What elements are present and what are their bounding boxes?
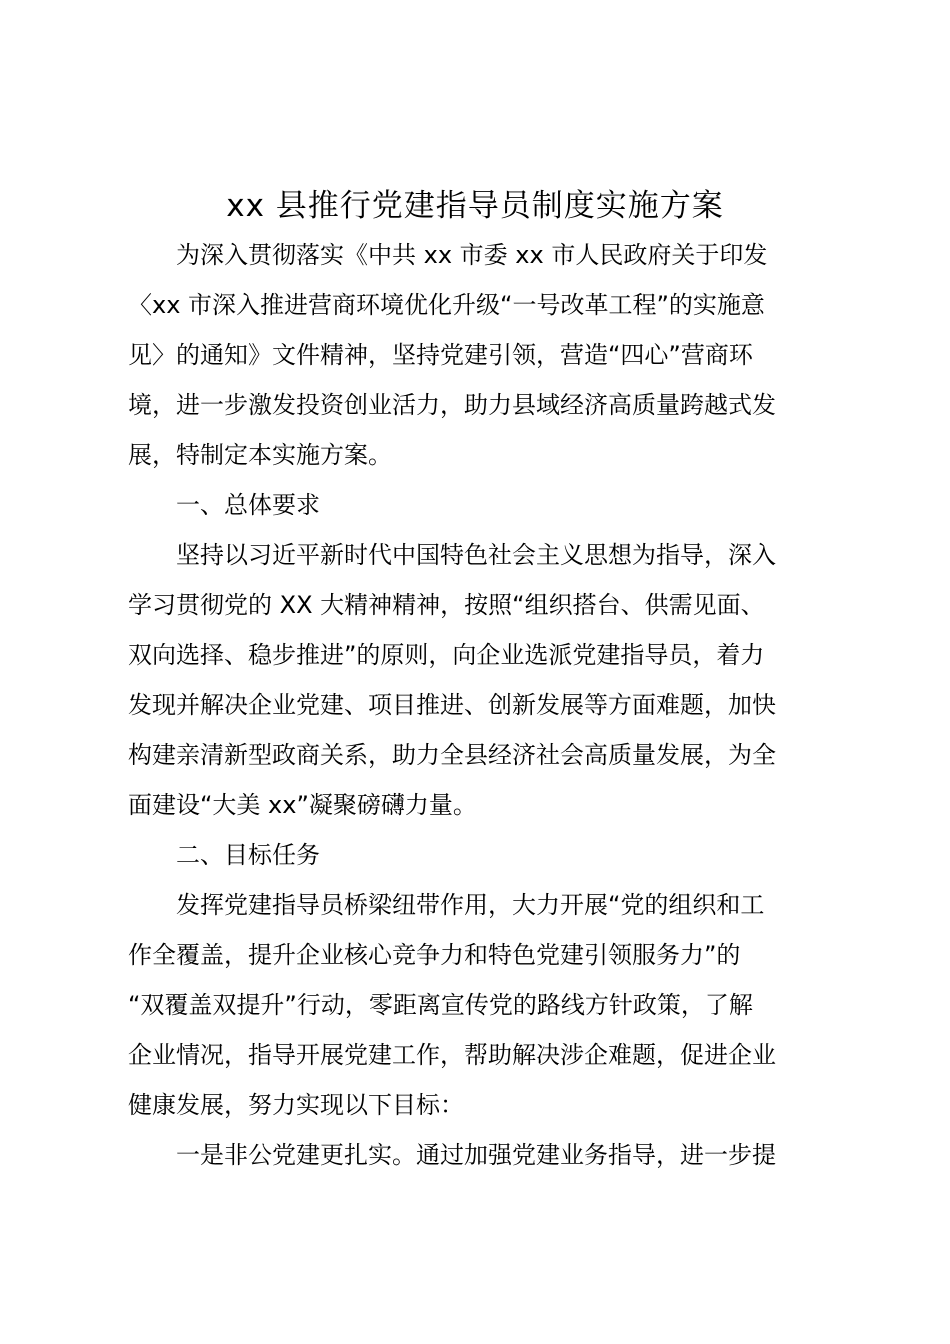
document-title: xx 县推行党建指导员制度实施方案 (226, 188, 724, 224)
section2-line-4: 企业情况，指导开展党建工作，帮助解决涉企难题，促进企业 (128, 1041, 776, 1069)
section1-line-6: 面建设“大美 xx”凝聚磅礴力量。 (128, 791, 477, 819)
section1-line-1: 坚持以习近平新时代中国特色社会主义思想为指导，深入 (176, 541, 776, 569)
intro-line-5: 展，特制定本实施方案。 (128, 441, 392, 469)
section1-line-2: 学习贯彻党的 XX 大精神精神，按照“组织搭台、供需见面、 (128, 591, 765, 619)
intro-line-4: 境，进一步激发投资创业活力，助力县域经济高质量跨越式发 (128, 391, 776, 419)
section-heading-general-requirements: 一、总体要求 (176, 491, 320, 519)
section2-line-1: 发挥党建指导员桥梁纽带作用，大力开展“党的组织和工 (176, 891, 765, 919)
goal-1-line: 一是非公党建更扎实。通过加强党建业务指导，进一步提 (176, 1141, 776, 1169)
section-heading-goals-tasks: 二、目标任务 (176, 841, 320, 869)
section2-line-2: 作全覆盖，提升企业核心竞争力和特色党建引领服务力”的 (128, 941, 741, 969)
intro-line-3: 见〉的通知》文件精神，坚持党建引领，营造“四心”营商环 (128, 341, 753, 369)
section1-line-5: 构建亲清新型政商关系，助力全县经济社会高质量发展，为全 (128, 741, 776, 769)
section2-line-3: “双覆盖双提升”行动，零距离宣传党的路线方针政策，了解 (128, 991, 753, 1019)
intro-line-1: 为深入贯彻落实《中共 xx 市委 xx 市人民政府关于印发 (176, 241, 768, 269)
section2-line-5: 健康发展，努力实现以下目标： (128, 1091, 464, 1119)
section1-line-3: 双向选择、稳步推进”的原则，向企业选派党建指导员，着力 (128, 641, 765, 669)
intro-line-2: 〈xx 市深入推进营商环境优化升级“一号改革工程”的实施意 (128, 291, 765, 319)
section1-line-4: 发现并解决企业党建、项目推进、创新发展等方面难题，加快 (128, 691, 776, 719)
document-body (128, 230, 833, 1180)
